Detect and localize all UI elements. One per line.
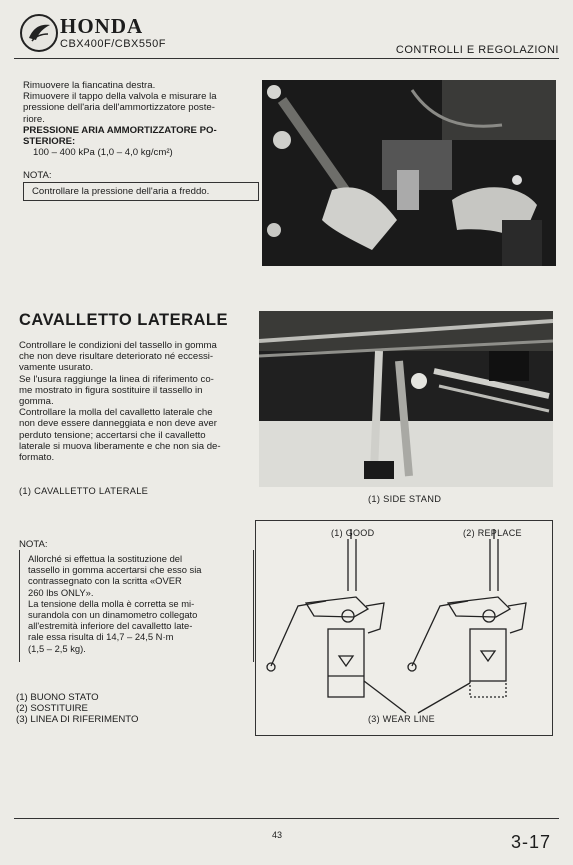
legend-item: (3) LINEA DI RIFERIMENTO	[16, 714, 139, 726]
text-line: tassello in gomma accertarsi che esso sia	[28, 564, 202, 576]
pressure-label: PRESSIONE ARIA AMMORTIZZATORE PO-	[23, 124, 217, 136]
legend-list	[16, 692, 138, 726]
text-line: Controllare la molla del cavalletto laterale che	[19, 407, 213, 419]
label-replace: (2) REPLACE	[463, 528, 522, 538]
label-good: (1) GOOD	[331, 528, 375, 538]
legend-item: (2) SOSTITUIRE	[16, 703, 88, 715]
legend-item: (1) BUONO STATO	[16, 692, 99, 703]
caption-side-stand-en: (1) SIDE STAND	[368, 494, 442, 504]
label-wear-line: (3) WEAR LINE	[368, 714, 435, 724]
text-line: Rimuovere la fiancatina destra.	[23, 80, 156, 91]
note-label: NOTA:	[23, 170, 52, 181]
text-line: me mostrato in figura sostituire il tassello in	[19, 384, 203, 396]
caption-side-stand-it: (1) CAVALLETTO LATERALE	[19, 486, 149, 496]
text-line: all'estremità inferiore del cavalletto late-	[28, 620, 193, 632]
brand-name: HONDA	[60, 14, 144, 38]
text-line: Se l'usura raggiunge la linea di riferimento co-	[19, 373, 214, 385]
header-divider	[14, 58, 559, 59]
photo-rear-shock	[262, 80, 556, 266]
text-line: laterale si muova liberamente e che non sia de-	[19, 440, 221, 452]
note-box-rubber-pad	[19, 550, 254, 662]
pressure-label: STERIORE:	[23, 136, 76, 148]
text-line: 260 lbs ONLY».	[28, 586, 94, 598]
text-line: surandola con un dinamometro collegato	[28, 609, 198, 621]
diagram-wear-line-drawing	[256, 521, 552, 735]
note-label: NOTA:	[19, 539, 48, 550]
note-text: Controllare la pressione dell'aria a freddo.	[32, 186, 210, 197]
text-line: contrassegnato con la scritta «OVER	[28, 575, 182, 587]
text-line: Allorché si effettua la sostituzione del	[28, 553, 183, 564]
side-stand-instructions	[19, 340, 243, 463]
text-line: formato.	[19, 452, 55, 464]
text-line: vamente usurato.	[19, 362, 94, 374]
photo-side-stand	[259, 311, 553, 487]
text-line: rale essa risulta di 14,7 – 24,5 N·m	[28, 631, 174, 643]
diagram-wear-line	[255, 520, 553, 736]
text-line: Controllare le condizioni del tassello in gomma	[19, 340, 217, 351]
text-line: pressione dell'aria dell'ammortizzatore poste-	[23, 102, 215, 114]
text-line: riore.	[23, 113, 45, 125]
section-page-number: 3-17	[510, 832, 551, 852]
text-line: che non deve risultare deteriorato né eccessi-	[19, 351, 214, 363]
model-name: CBX400F/CBX550F	[60, 38, 166, 50]
text-line: perduto tensione; accertarsi che il cavalletto	[19, 429, 206, 441]
wing-icon	[22, 16, 56, 50]
page-number: 43	[272, 830, 283, 840]
note-box-cold-pressure	[23, 182, 259, 201]
photo-rear-shock-image	[262, 80, 556, 266]
honda-wing-logo	[20, 14, 58, 52]
text-line: non deve essere danneggiata e non deve aver	[19, 418, 217, 430]
shock-instructions	[23, 80, 251, 158]
section-title: CONTROLLI E REGOLAZIONI	[395, 44, 559, 56]
text-line: (1,5 – 2,5 kg).	[28, 642, 86, 654]
text-line: Rimuovere il tappo della valvola e misurare la	[23, 91, 217, 103]
pressure-value: 100 – 400 kPa (1,0 – 4,0 kg/cm²)	[33, 147, 173, 159]
photo-side-stand-image	[259, 311, 553, 487]
text-line: gomma.	[19, 396, 54, 408]
footer-divider	[14, 818, 559, 819]
section-heading-side-stand: CAVALLETTO LATERALE	[19, 311, 229, 329]
text-line: La tensione della molla è corretta se mi-	[28, 597, 195, 609]
